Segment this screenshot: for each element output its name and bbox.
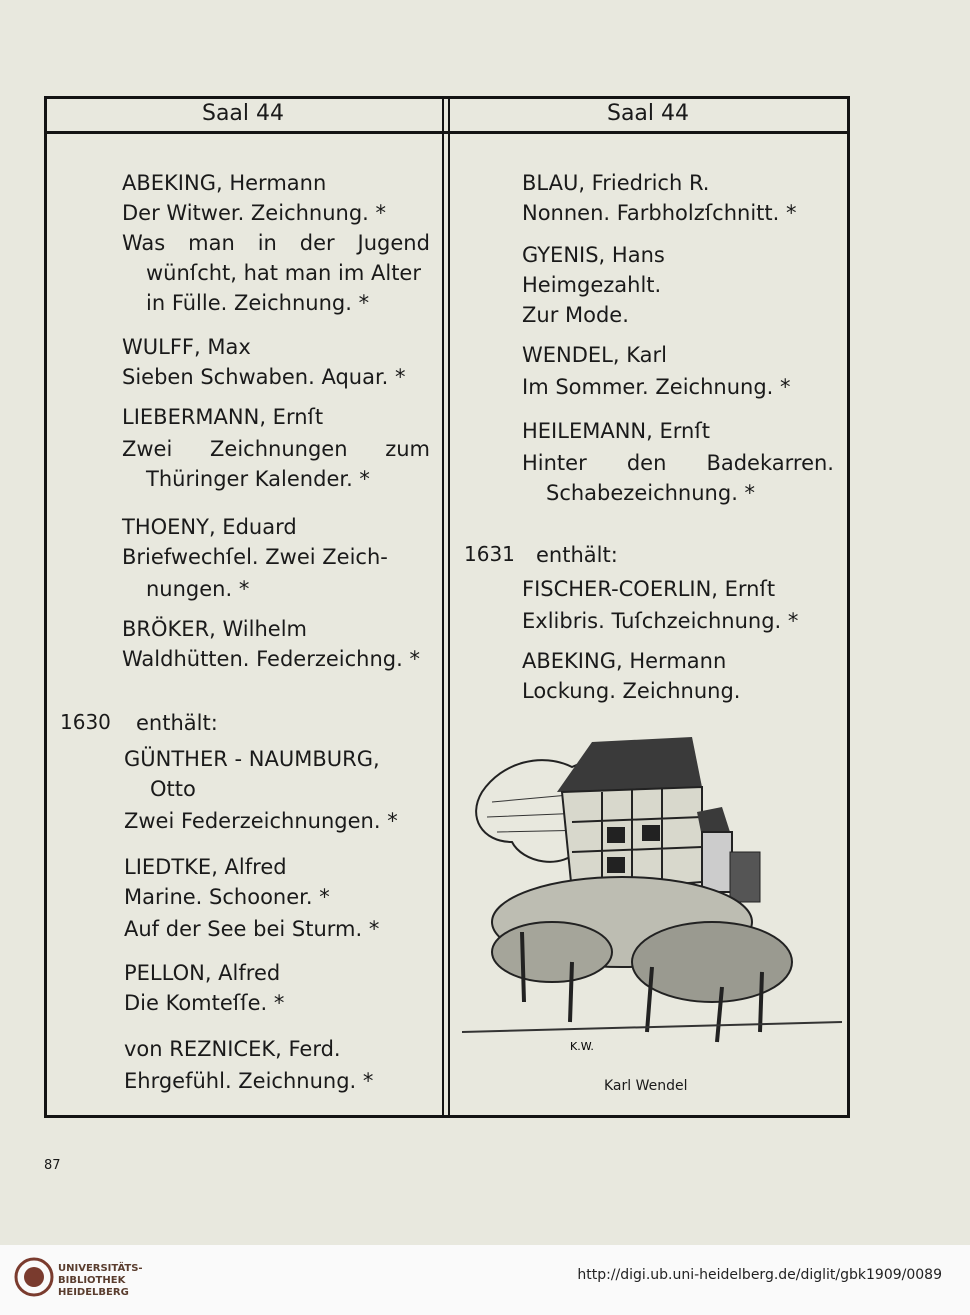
catalog-line: ABEKING, Hermann [522,649,727,673]
catalog-line: FISCHER-COERLIN, Ernſt [522,577,776,601]
catalog-line: Sieben Schwaben. Aquar. * [122,365,406,389]
catalog-line: Thüringer Kalender. * [146,467,370,491]
catalog-line: BLAU, Friedrich R. [522,171,710,195]
catalog-line: THOENY, Eduard [122,515,297,539]
left-column-header: Saal 44 [201,101,285,126]
source-url-link[interactable]: http://digi.ub.uni-heidelberg.de/diglit/gbk1909/0089 [577,1267,942,1283]
catalog-line: Otto [150,777,196,801]
catalog-line: Waldhütten. Federzeichng. * [122,647,420,671]
library-footer [0,1245,970,1315]
catalog-line: WULFF, Max [122,335,251,359]
catalog-line: Auf der See bei Sturm. * [124,917,380,941]
catalog-line: Heimgezahlt. [522,273,662,297]
catalog-line: GÜNTHER - NAUMBURG, [124,747,380,771]
catalog-line: Ehrgefühl. Zeichnung. * [124,1069,374,1093]
group-number-1630: 1630 [60,710,111,734]
catalog-line: Zwei Zeichnungen zum [122,437,430,461]
page-number: 87 [44,1158,61,1173]
right-column-header: Saal 44 [606,101,690,126]
catalog-line: WENDEL, Karl [522,343,667,367]
catalog-line: Zwei Federzeichnungen. * [124,809,398,833]
column-divider [442,96,450,1118]
catalog-line: PELLON, Alfred [124,961,281,985]
house-illustration [462,732,842,1062]
catalog-line: Der Witwer. Zeichnung. * [122,201,387,225]
catalog-line: Lockung. Zeichnung. [522,679,741,703]
catalog-line: Im Sommer. Zeichnung. * [522,375,791,399]
catalog-line: Nonnen. Farbholzſchnitt. * [522,201,797,225]
catalog-line: Zur Mode. [522,303,629,327]
catalog-line: Schabezeichnung. * [546,481,756,505]
catalog-line: enthält: [136,711,218,735]
catalog-line: Briefwechſel. Zwei Zeich- [122,545,388,569]
catalog-line: ABEKING, Hermann [122,171,327,195]
library-name: UNIVERSITÄTS- BIBLIOTHEK HEIDELBERG [58,1263,143,1298]
catalog-line: Exlibris. Tuſchzeichnung. * [522,609,799,633]
catalog-line: enthält: [536,543,618,567]
illustration-caption: Karl Wendel [604,1078,688,1094]
catalog-line: BRÖKER, Wilhelm [122,617,308,641]
catalog-line: GYENIS, Hans [522,243,665,267]
catalog-line: Hinter den Badekarren. [522,451,834,475]
catalog-line: nungen. * [146,577,250,601]
catalog-line: in Fülle. Zeichnung. * [146,291,370,315]
university-seal-icon [14,1257,54,1297]
catalog-line: Marine. Schooner. * [124,885,330,909]
catalog-line: Die Komteſſe. * [124,991,285,1015]
catalog-line: von REZNICEK, Ferd. [124,1037,341,1061]
illustration-signature: K.W. [570,1040,594,1053]
catalog-line: Was man in der Jugend [122,231,430,255]
group-number-1631: 1631 [464,542,515,566]
catalog-line: HEILEMANN, Ernſt [522,419,710,443]
catalog-line: LIEDTKE, Alfred [124,855,287,879]
catalog-line: LIEBERMANN, Ernſt [122,405,324,429]
catalog-line: wünſcht, hat man im Alter [146,261,421,285]
